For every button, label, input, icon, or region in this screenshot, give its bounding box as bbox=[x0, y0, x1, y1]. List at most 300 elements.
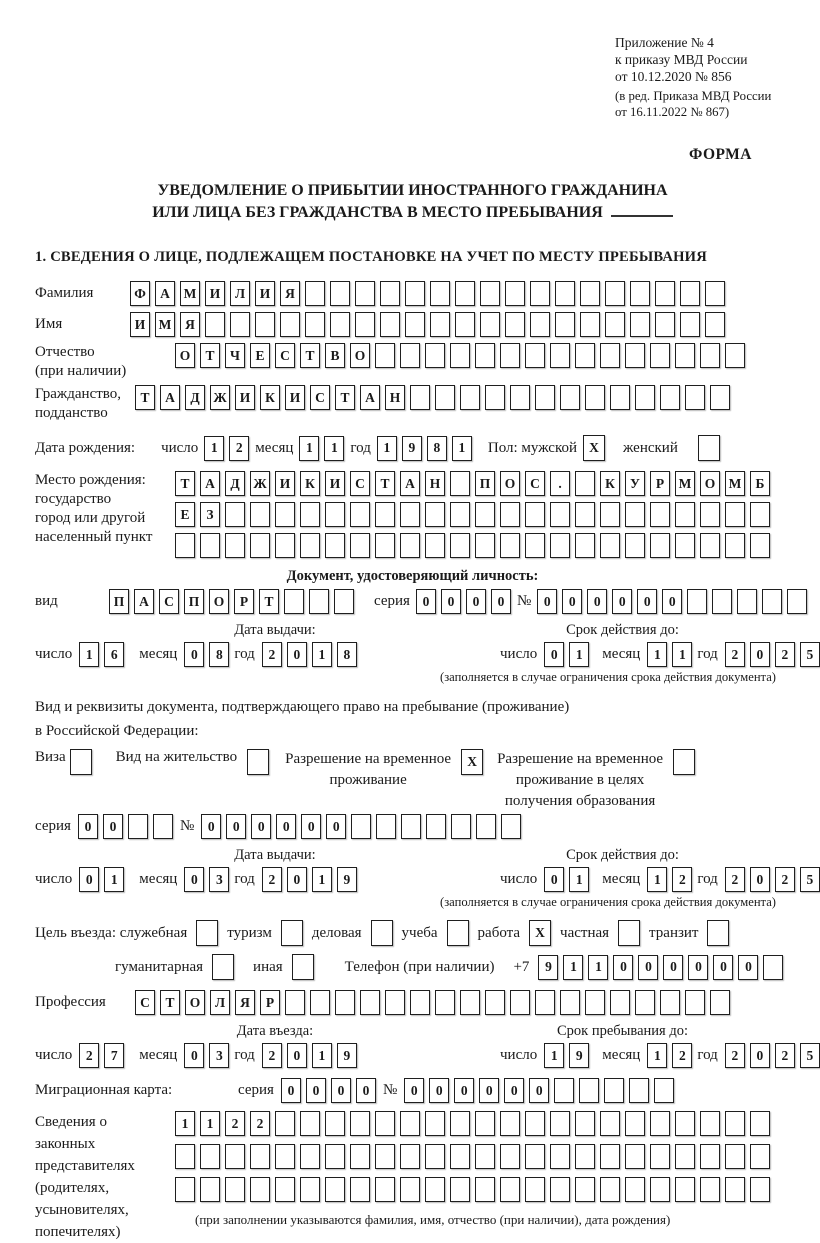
char-cell[interactable]: С bbox=[159, 589, 179, 614]
char-cell[interactable] bbox=[455, 312, 475, 337]
char-cell[interactable]: 1 bbox=[377, 436, 397, 461]
char-cell[interactable]: А bbox=[360, 385, 380, 410]
char-cell[interactable]: 8 bbox=[337, 642, 357, 667]
char-cell[interactable] bbox=[375, 502, 395, 527]
char-cell[interactable] bbox=[275, 1111, 295, 1136]
char-cell[interactable]: У bbox=[625, 471, 645, 496]
purpose-ucheba-checkbox[interactable] bbox=[447, 920, 469, 946]
char-cell[interactable] bbox=[580, 312, 600, 337]
char-cell[interactable] bbox=[610, 990, 630, 1015]
gender-female-checkbox[interactable] bbox=[698, 435, 720, 461]
char-cell[interactable] bbox=[700, 1177, 720, 1202]
char-cell[interactable]: 1 bbox=[452, 436, 472, 461]
char-cell[interactable]: О bbox=[700, 471, 720, 496]
char-cell[interactable]: 8 bbox=[427, 436, 447, 461]
char-cell[interactable] bbox=[650, 343, 670, 368]
char-cell[interactable] bbox=[230, 312, 250, 337]
char-cell[interactable] bbox=[360, 990, 380, 1015]
char-cell[interactable]: П bbox=[475, 471, 495, 496]
char-cell[interactable]: 0 bbox=[750, 642, 770, 667]
char-cell[interactable] bbox=[450, 1111, 470, 1136]
char-cell[interactable]: 0 bbox=[184, 867, 204, 892]
char-cell[interactable] bbox=[476, 814, 496, 839]
char-cell[interactable]: Т bbox=[375, 471, 395, 496]
char-cell[interactable]: 2 bbox=[672, 867, 692, 892]
char-cell[interactable] bbox=[426, 814, 446, 839]
char-cell[interactable] bbox=[525, 1177, 545, 1202]
char-cell[interactable]: 0 bbox=[504, 1078, 524, 1103]
char-cell[interactable]: 1 bbox=[312, 1043, 332, 1068]
char-cell[interactable] bbox=[380, 281, 400, 306]
char-cell[interactable] bbox=[500, 502, 520, 527]
char-cell[interactable]: 2 bbox=[725, 1043, 745, 1068]
char-cell[interactable]: 2 bbox=[262, 1043, 282, 1068]
char-cell[interactable]: 0 bbox=[184, 642, 204, 667]
char-cell[interactable]: 0 bbox=[287, 1043, 307, 1068]
char-cell[interactable]: 1 bbox=[647, 1043, 667, 1068]
char-cell[interactable]: И bbox=[275, 471, 295, 496]
char-cell[interactable]: Т bbox=[300, 343, 320, 368]
char-cell[interactable] bbox=[475, 1177, 495, 1202]
char-cell[interactable]: Л bbox=[230, 281, 250, 306]
char-cell[interactable] bbox=[335, 990, 355, 1015]
char-cell[interactable] bbox=[600, 533, 620, 558]
char-cell[interactable]: 0 bbox=[750, 1043, 770, 1068]
char-cell[interactable]: 1 bbox=[588, 955, 608, 980]
char-cell[interactable] bbox=[355, 281, 375, 306]
char-cell[interactable] bbox=[475, 1111, 495, 1136]
char-cell[interactable] bbox=[385, 990, 405, 1015]
char-cell[interactable] bbox=[300, 502, 320, 527]
char-cell[interactable] bbox=[710, 385, 730, 410]
char-cell[interactable] bbox=[205, 312, 225, 337]
char-cell[interactable] bbox=[763, 955, 783, 980]
char-cell[interactable]: С bbox=[525, 471, 545, 496]
char-cell[interactable]: 0 bbox=[562, 589, 582, 614]
char-cell[interactable] bbox=[309, 589, 329, 614]
char-cell[interactable] bbox=[700, 502, 720, 527]
char-cell[interactable] bbox=[629, 1078, 649, 1103]
char-cell[interactable]: Т bbox=[259, 589, 279, 614]
char-cell[interactable] bbox=[305, 312, 325, 337]
char-cell[interactable]: 1 bbox=[204, 436, 224, 461]
char-cell[interactable] bbox=[225, 1177, 245, 1202]
char-cell[interactable]: 0 bbox=[587, 589, 607, 614]
char-cell[interactable]: 0 bbox=[544, 867, 564, 892]
char-cell[interactable]: Р bbox=[234, 589, 254, 614]
char-cell[interactable] bbox=[475, 502, 495, 527]
char-cell[interactable] bbox=[450, 502, 470, 527]
char-cell[interactable]: 0 bbox=[184, 1043, 204, 1068]
char-cell[interactable] bbox=[787, 589, 807, 614]
char-cell[interactable] bbox=[654, 1078, 674, 1103]
char-cell[interactable]: 2 bbox=[775, 642, 795, 667]
char-cell[interactable]: 0 bbox=[416, 589, 436, 614]
char-cell[interactable] bbox=[375, 1144, 395, 1169]
title-blank-underline[interactable] bbox=[611, 203, 673, 217]
char-cell[interactable] bbox=[750, 1177, 770, 1202]
char-cell[interactable] bbox=[455, 281, 475, 306]
char-cell[interactable]: 2 bbox=[250, 1111, 270, 1136]
char-cell[interactable] bbox=[450, 343, 470, 368]
char-cell[interactable] bbox=[375, 1177, 395, 1202]
char-cell[interactable] bbox=[650, 1111, 670, 1136]
char-cell[interactable] bbox=[325, 1144, 345, 1169]
char-cell[interactable] bbox=[225, 502, 245, 527]
char-cell[interactable] bbox=[376, 814, 396, 839]
char-cell[interactable] bbox=[500, 343, 520, 368]
char-cell[interactable]: А bbox=[134, 589, 154, 614]
char-cell[interactable] bbox=[325, 1111, 345, 1136]
char-cell[interactable]: 1 bbox=[324, 436, 344, 461]
char-cell[interactable] bbox=[675, 502, 695, 527]
char-cell[interactable]: К bbox=[260, 385, 280, 410]
char-cell[interactable] bbox=[750, 502, 770, 527]
char-cell[interactable] bbox=[225, 1144, 245, 1169]
char-cell[interactable]: 7 bbox=[104, 1043, 124, 1068]
char-cell[interactable]: 0 bbox=[287, 867, 307, 892]
char-cell[interactable]: 6 bbox=[104, 642, 124, 667]
char-cell[interactable] bbox=[250, 533, 270, 558]
char-cell[interactable] bbox=[410, 385, 430, 410]
char-cell[interactable] bbox=[175, 1144, 195, 1169]
char-cell[interactable]: О bbox=[500, 471, 520, 496]
char-cell[interactable] bbox=[580, 281, 600, 306]
char-cell[interactable]: 9 bbox=[402, 436, 422, 461]
char-cell[interactable] bbox=[175, 1177, 195, 1202]
char-cell[interactable]: 1 bbox=[563, 955, 583, 980]
char-cell[interactable]: 0 bbox=[688, 955, 708, 980]
purpose-turizm-checkbox[interactable] bbox=[281, 920, 303, 946]
purpose-gumanitarnaya-checkbox[interactable] bbox=[212, 954, 234, 980]
char-cell[interactable]: 0 bbox=[479, 1078, 499, 1103]
char-cell[interactable] bbox=[579, 1078, 599, 1103]
char-cell[interactable] bbox=[630, 312, 650, 337]
char-cell[interactable] bbox=[685, 990, 705, 1015]
char-cell[interactable]: А bbox=[200, 471, 220, 496]
char-cell[interactable]: 1 bbox=[104, 867, 124, 892]
char-cell[interactable] bbox=[680, 312, 700, 337]
char-cell[interactable]: 0 bbox=[466, 589, 486, 614]
char-cell[interactable] bbox=[485, 385, 505, 410]
char-cell[interactable] bbox=[700, 343, 720, 368]
char-cell[interactable]: Я bbox=[235, 990, 255, 1015]
char-cell[interactable]: 2 bbox=[672, 1043, 692, 1068]
char-cell[interactable]: И bbox=[285, 385, 305, 410]
char-cell[interactable]: 0 bbox=[529, 1078, 549, 1103]
char-cell[interactable] bbox=[535, 990, 555, 1015]
char-cell[interactable]: 2 bbox=[262, 867, 282, 892]
char-cell[interactable] bbox=[725, 533, 745, 558]
char-cell[interactable] bbox=[550, 502, 570, 527]
char-cell[interactable]: 1 bbox=[647, 867, 667, 892]
char-cell[interactable]: И bbox=[255, 281, 275, 306]
char-cell[interactable] bbox=[625, 1111, 645, 1136]
purpose-tranzit-checkbox[interactable] bbox=[707, 920, 729, 946]
char-cell[interactable] bbox=[405, 281, 425, 306]
char-cell[interactable] bbox=[585, 990, 605, 1015]
char-cell[interactable] bbox=[625, 533, 645, 558]
char-cell[interactable] bbox=[334, 589, 354, 614]
char-cell[interactable] bbox=[675, 533, 695, 558]
char-cell[interactable]: П bbox=[109, 589, 129, 614]
char-cell[interactable] bbox=[501, 814, 521, 839]
char-cell[interactable] bbox=[460, 385, 480, 410]
char-cell[interactable] bbox=[275, 533, 295, 558]
char-cell[interactable]: 9 bbox=[337, 1043, 357, 1068]
char-cell[interactable]: 0 bbox=[638, 955, 658, 980]
char-cell[interactable]: . bbox=[550, 471, 570, 496]
char-cell[interactable]: 0 bbox=[306, 1078, 326, 1103]
char-cell[interactable]: И bbox=[130, 312, 150, 337]
char-cell[interactable] bbox=[705, 281, 725, 306]
char-cell[interactable]: 2 bbox=[775, 867, 795, 892]
char-cell[interactable]: 1 bbox=[569, 642, 589, 667]
char-cell[interactable] bbox=[450, 533, 470, 558]
char-cell[interactable] bbox=[625, 502, 645, 527]
char-cell[interactable] bbox=[425, 1111, 445, 1136]
purpose-delovaya-checkbox[interactable] bbox=[371, 920, 393, 946]
purpose-chastnaya-checkbox[interactable] bbox=[618, 920, 640, 946]
char-cell[interactable]: 0 bbox=[276, 814, 296, 839]
char-cell[interactable]: 0 bbox=[226, 814, 246, 839]
char-cell[interactable]: 0 bbox=[663, 955, 683, 980]
char-cell[interactable] bbox=[650, 502, 670, 527]
char-cell[interactable]: 3 bbox=[209, 1043, 229, 1068]
char-cell[interactable]: 9 bbox=[569, 1043, 589, 1068]
char-cell[interactable]: 1 bbox=[299, 436, 319, 461]
char-cell[interactable] bbox=[525, 502, 545, 527]
char-cell[interactable]: Т bbox=[135, 385, 155, 410]
char-cell[interactable] bbox=[610, 385, 630, 410]
char-cell[interactable]: Е bbox=[250, 343, 270, 368]
char-cell[interactable] bbox=[680, 281, 700, 306]
char-cell[interactable] bbox=[625, 1144, 645, 1169]
char-cell[interactable]: Ч bbox=[225, 343, 245, 368]
char-cell[interactable] bbox=[685, 385, 705, 410]
char-cell[interactable]: И bbox=[205, 281, 225, 306]
char-cell[interactable] bbox=[400, 1144, 420, 1169]
char-cell[interactable] bbox=[280, 312, 300, 337]
char-cell[interactable]: О bbox=[350, 343, 370, 368]
char-cell[interactable]: З bbox=[200, 502, 220, 527]
char-cell[interactable] bbox=[525, 343, 545, 368]
char-cell[interactable]: О bbox=[185, 990, 205, 1015]
char-cell[interactable]: 0 bbox=[537, 589, 557, 614]
char-cell[interactable] bbox=[310, 990, 330, 1015]
char-cell[interactable]: Я bbox=[280, 281, 300, 306]
char-cell[interactable]: В bbox=[325, 343, 345, 368]
char-cell[interactable] bbox=[535, 385, 555, 410]
char-cell[interactable]: Т bbox=[335, 385, 355, 410]
char-cell[interactable]: 0 bbox=[201, 814, 221, 839]
char-cell[interactable] bbox=[200, 1177, 220, 1202]
char-cell[interactable]: 2 bbox=[725, 867, 745, 892]
char-cell[interactable]: 0 bbox=[454, 1078, 474, 1103]
char-cell[interactable]: К bbox=[300, 471, 320, 496]
char-cell[interactable] bbox=[575, 533, 595, 558]
char-cell[interactable]: 0 bbox=[662, 589, 682, 614]
char-cell[interactable] bbox=[275, 1144, 295, 1169]
char-cell[interactable] bbox=[430, 281, 450, 306]
char-cell[interactable]: Р bbox=[650, 471, 670, 496]
char-cell[interactable] bbox=[300, 1144, 320, 1169]
char-cell[interactable] bbox=[505, 281, 525, 306]
char-cell[interactable] bbox=[604, 1078, 624, 1103]
char-cell[interactable]: 0 bbox=[738, 955, 758, 980]
char-cell[interactable] bbox=[300, 533, 320, 558]
char-cell[interactable] bbox=[525, 1144, 545, 1169]
char-cell[interactable] bbox=[330, 312, 350, 337]
char-cell[interactable]: 1 bbox=[647, 642, 667, 667]
char-cell[interactable] bbox=[600, 1177, 620, 1202]
char-cell[interactable] bbox=[585, 385, 605, 410]
char-cell[interactable] bbox=[550, 343, 570, 368]
char-cell[interactable] bbox=[325, 502, 345, 527]
char-cell[interactable] bbox=[600, 502, 620, 527]
char-cell[interactable] bbox=[675, 1177, 695, 1202]
char-cell[interactable] bbox=[737, 589, 757, 614]
visa-checkbox[interactable] bbox=[70, 749, 92, 775]
char-cell[interactable]: Б bbox=[750, 471, 770, 496]
char-cell[interactable] bbox=[750, 1111, 770, 1136]
gender-male-checkbox[interactable]: X bbox=[583, 435, 605, 461]
char-cell[interactable]: 0 bbox=[613, 955, 633, 980]
char-cell[interactable] bbox=[475, 1144, 495, 1169]
char-cell[interactable] bbox=[435, 385, 455, 410]
char-cell[interactable] bbox=[375, 343, 395, 368]
char-cell[interactable] bbox=[250, 502, 270, 527]
char-cell[interactable] bbox=[400, 1177, 420, 1202]
char-cell[interactable] bbox=[575, 1144, 595, 1169]
char-cell[interactable] bbox=[325, 1177, 345, 1202]
char-cell[interactable] bbox=[635, 385, 655, 410]
char-cell[interactable] bbox=[650, 533, 670, 558]
char-cell[interactable]: 2 bbox=[225, 1111, 245, 1136]
char-cell[interactable]: 2 bbox=[262, 642, 282, 667]
char-cell[interactable] bbox=[625, 1177, 645, 1202]
char-cell[interactable]: И bbox=[235, 385, 255, 410]
char-cell[interactable] bbox=[655, 312, 675, 337]
char-cell[interactable] bbox=[480, 281, 500, 306]
char-cell[interactable] bbox=[153, 814, 173, 839]
char-cell[interactable] bbox=[505, 312, 525, 337]
char-cell[interactable]: Ж bbox=[250, 471, 270, 496]
char-cell[interactable]: Т bbox=[175, 471, 195, 496]
char-cell[interactable] bbox=[510, 990, 530, 1015]
purpose-rabota-checkbox[interactable]: X bbox=[529, 920, 551, 946]
char-cell[interactable] bbox=[605, 312, 625, 337]
char-cell[interactable] bbox=[575, 1177, 595, 1202]
char-cell[interactable]: Т bbox=[200, 343, 220, 368]
char-cell[interactable] bbox=[475, 533, 495, 558]
char-cell[interactable] bbox=[725, 502, 745, 527]
char-cell[interactable]: 2 bbox=[79, 1043, 99, 1068]
char-cell[interactable] bbox=[425, 533, 445, 558]
char-cell[interactable] bbox=[655, 281, 675, 306]
char-cell[interactable] bbox=[600, 343, 620, 368]
char-cell[interactable] bbox=[712, 589, 732, 614]
char-cell[interactable]: Я bbox=[180, 312, 200, 337]
char-cell[interactable]: 0 bbox=[287, 642, 307, 667]
char-cell[interactable] bbox=[650, 1144, 670, 1169]
char-cell[interactable]: 0 bbox=[281, 1078, 301, 1103]
char-cell[interactable] bbox=[625, 343, 645, 368]
char-cell[interactable] bbox=[630, 281, 650, 306]
char-cell[interactable] bbox=[400, 343, 420, 368]
char-cell[interactable]: 0 bbox=[750, 867, 770, 892]
char-cell[interactable] bbox=[325, 533, 345, 558]
char-cell[interactable] bbox=[600, 1111, 620, 1136]
char-cell[interactable] bbox=[510, 385, 530, 410]
char-cell[interactable] bbox=[355, 312, 375, 337]
char-cell[interactable] bbox=[450, 471, 470, 496]
char-cell[interactable]: 0 bbox=[326, 814, 346, 839]
char-cell[interactable] bbox=[351, 814, 371, 839]
char-cell[interactable] bbox=[550, 1111, 570, 1136]
char-cell[interactable]: С bbox=[310, 385, 330, 410]
char-cell[interactable] bbox=[675, 343, 695, 368]
char-cell[interactable] bbox=[350, 533, 370, 558]
char-cell[interactable]: 0 bbox=[301, 814, 321, 839]
char-cell[interactable] bbox=[705, 312, 725, 337]
char-cell[interactable]: Л bbox=[210, 990, 230, 1015]
purpose-sluzhebnaya-checkbox[interactable] bbox=[196, 920, 218, 946]
char-cell[interactable] bbox=[660, 990, 680, 1015]
char-cell[interactable] bbox=[710, 990, 730, 1015]
char-cell[interactable] bbox=[375, 533, 395, 558]
char-cell[interactable] bbox=[375, 1111, 395, 1136]
char-cell[interactable]: 1 bbox=[312, 642, 332, 667]
char-cell[interactable] bbox=[525, 533, 545, 558]
char-cell[interactable] bbox=[400, 533, 420, 558]
char-cell[interactable]: К bbox=[600, 471, 620, 496]
char-cell[interactable]: 1 bbox=[672, 642, 692, 667]
char-cell[interactable]: 0 bbox=[356, 1078, 376, 1103]
temp-residence-edu-checkbox[interactable] bbox=[673, 749, 695, 775]
char-cell[interactable]: 0 bbox=[251, 814, 271, 839]
temp-residence-checkbox[interactable]: X bbox=[461, 749, 483, 775]
char-cell[interactable] bbox=[530, 312, 550, 337]
char-cell[interactable]: 0 bbox=[103, 814, 123, 839]
char-cell[interactable] bbox=[600, 1144, 620, 1169]
char-cell[interactable] bbox=[460, 990, 480, 1015]
char-cell[interactable] bbox=[475, 343, 495, 368]
char-cell[interactable] bbox=[605, 281, 625, 306]
char-cell[interactable]: Р bbox=[260, 990, 280, 1015]
char-cell[interactable] bbox=[425, 502, 445, 527]
char-cell[interactable] bbox=[750, 533, 770, 558]
char-cell[interactable]: Н bbox=[425, 471, 445, 496]
char-cell[interactable] bbox=[560, 385, 580, 410]
char-cell[interactable] bbox=[725, 343, 745, 368]
char-cell[interactable] bbox=[300, 1177, 320, 1202]
char-cell[interactable] bbox=[350, 502, 370, 527]
char-cell[interactable]: Т bbox=[160, 990, 180, 1015]
char-cell[interactable] bbox=[401, 814, 421, 839]
char-cell[interactable]: 0 bbox=[429, 1078, 449, 1103]
char-cell[interactable] bbox=[255, 312, 275, 337]
char-cell[interactable]: 5 bbox=[800, 867, 820, 892]
char-cell[interactable] bbox=[675, 1144, 695, 1169]
char-cell[interactable]: А bbox=[155, 281, 175, 306]
purpose-inaya-checkbox[interactable] bbox=[292, 954, 314, 980]
char-cell[interactable]: Ж bbox=[210, 385, 230, 410]
char-cell[interactable] bbox=[451, 814, 471, 839]
char-cell[interactable]: 5 bbox=[800, 1043, 820, 1068]
char-cell[interactable] bbox=[550, 533, 570, 558]
char-cell[interactable] bbox=[305, 281, 325, 306]
